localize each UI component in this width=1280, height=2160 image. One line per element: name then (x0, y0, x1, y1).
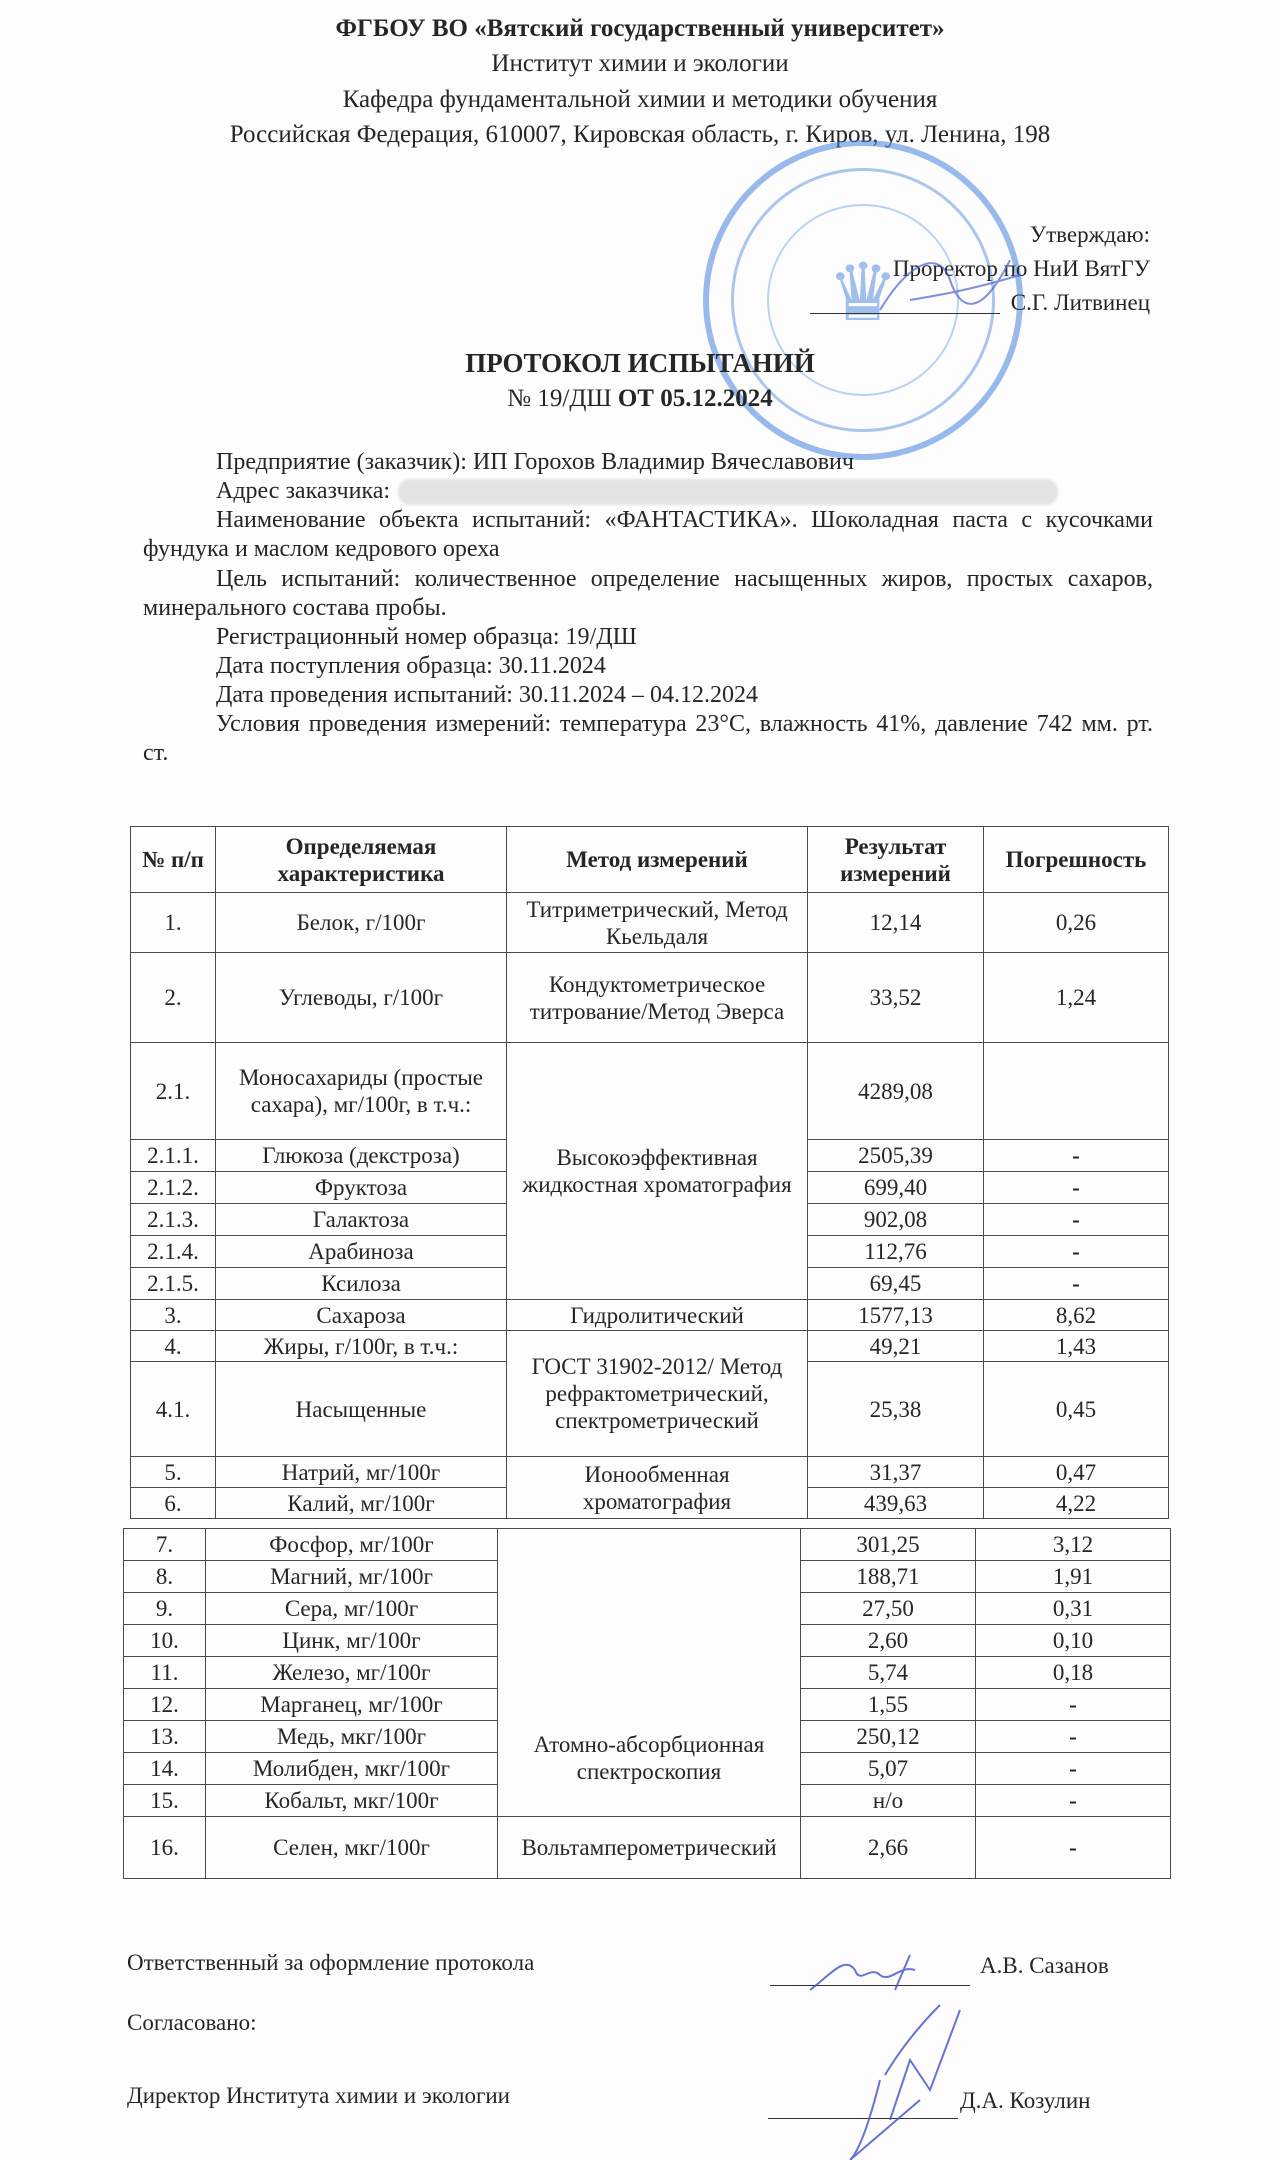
table-row (124, 1529, 1171, 1561)
row-result: 2,60 (801, 1625, 976, 1657)
row-result: 439,63 (808, 1488, 984, 1519)
info-address (143, 477, 1153, 506)
row-error: - (984, 1268, 1169, 1300)
row-result: н/о (801, 1785, 976, 1817)
director-label: Директор Института химии и экологии (127, 2083, 510, 2108)
agreed-label: Согласовано: (127, 2010, 257, 2035)
row-number: 3. (131, 1300, 216, 1331)
results-table-continued (123, 1528, 1171, 1879)
row-characteristic: Медь, мкг/100г (206, 1721, 498, 1753)
row-error: 0,45 (984, 1362, 1169, 1457)
row-error: 0,31 (976, 1593, 1171, 1625)
row-number: 9. (124, 1593, 206, 1625)
row-characteristic: Магний, мг/100г (206, 1561, 498, 1593)
row-result: 1577,13 (808, 1300, 984, 1331)
row-error (984, 1043, 1169, 1140)
row-error: - (976, 1689, 1171, 1721)
institute-name: Институт химии и экологии (491, 50, 789, 77)
approval-name: С.Г. Литвинец (1010, 290, 1150, 315)
row-characteristic: Жиры, г/100г, в т.ч.: (216, 1331, 507, 1362)
col-header-result: Результат измерений (808, 827, 984, 893)
row-characteristic: Селен, мкг/100г (206, 1817, 498, 1879)
row-number: 13. (124, 1721, 206, 1753)
info-customer: Предприятие (заказчик): ИП Горохов Владимир Вячеславович (216, 449, 854, 475)
results-table (130, 826, 1169, 1519)
row-characteristic: Цинк, мг/100г (206, 1625, 498, 1657)
approval-label: Утверждаю: (1029, 222, 1150, 247)
row-characteristic: Фосфор, мг/100г (206, 1529, 498, 1561)
col-header-error: Погрешность (984, 827, 1169, 893)
row-error: - (984, 1172, 1169, 1204)
row-characteristic: Калий, мг/100г (216, 1488, 507, 1519)
row-result: 25,38 (808, 1362, 984, 1457)
row-number: 2. (131, 953, 216, 1043)
row-number: 8. (124, 1561, 206, 1593)
row-method: ГОСТ 31902-2012/ Метод рефрактометрический, спектрометрический (507, 1331, 808, 1457)
row-result: 49,21 (808, 1331, 984, 1362)
row-result: 27,50 (801, 1593, 976, 1625)
row-method: Вольтамперометрический (498, 1817, 801, 1879)
row-error: - (976, 1785, 1171, 1817)
coat-of-arms-icon: ♛ (827, 250, 899, 338)
row-characteristic: Железо, мг/100г (206, 1657, 498, 1689)
row-characteristic: Натрий, мг/100г (216, 1457, 507, 1488)
table-row (131, 1043, 1169, 1140)
row-characteristic: Арабиноза (216, 1236, 507, 1268)
row-error: - (984, 1140, 1169, 1172)
info-object: Наименование объекта испытаний: «ФАНТАСТИКА». Шоколадная паста с кусочками фундука и маслом кедрового ореха (143, 507, 1153, 562)
responsible-signature-icon (800, 1945, 960, 2005)
table-row (124, 1817, 1171, 1879)
row-error: - (976, 1721, 1171, 1753)
redacted-address (398, 479, 1058, 505)
info-address-label: Адрес заказчика: (216, 478, 391, 504)
row-result: 69,45 (808, 1268, 984, 1300)
row-method: Титриметрический, Метод Кьельдаля (507, 893, 808, 953)
protocol-number (0, 385, 1280, 413)
row-number: 11. (124, 1657, 206, 1689)
row-error: 0,18 (976, 1657, 1171, 1689)
info-reg-number: Регистрационный номер образца: 19/ДШ (216, 624, 637, 650)
row-number: 2.1. (131, 1043, 216, 1140)
row-error: - (976, 1753, 1171, 1785)
col-header-characteristic: Определяемая характеристика (216, 827, 507, 893)
col-header-method: Метод измерений (507, 827, 808, 893)
protocol-title: ПРОТОКОЛ ИСПЫТАНИЙ (465, 348, 815, 378)
col-header-number: № п/п (131, 827, 216, 893)
row-method: Гидролитический (507, 1300, 808, 1331)
table-row (131, 893, 1169, 953)
row-result: 2505,39 (808, 1140, 984, 1172)
table-row (131, 1457, 1169, 1488)
row-number: 2.1.4. (131, 1236, 216, 1268)
row-characteristic: Марганец, мг/100г (206, 1689, 498, 1721)
row-result: 250,12 (801, 1721, 976, 1753)
table-header-row (131, 827, 1169, 893)
row-characteristic: Ксилоза (216, 1268, 507, 1300)
row-characteristic: Сера, мг/100г (206, 1593, 498, 1625)
row-result: 188,71 (801, 1561, 976, 1593)
row-characteristic: Сахароза (216, 1300, 507, 1331)
row-number: 2.1.1. (131, 1140, 216, 1172)
row-result: 12,14 (808, 893, 984, 953)
row-error: 0,10 (976, 1625, 1171, 1657)
row-characteristic: Белок, г/100г (216, 893, 507, 953)
table-row (131, 1331, 1169, 1362)
row-result: 2,66 (801, 1817, 976, 1879)
row-error: 3,12 (976, 1529, 1171, 1561)
row-characteristic: Глюкоза (декстроза) (216, 1140, 507, 1172)
org-address: Российская Федерация, 610007, Кировская область, г. Киров, ул. Ленина, 198 (229, 121, 1051, 148)
row-error: 4,22 (984, 1488, 1169, 1519)
info-test-dates: Дата проведения испытаний: 30.11.2024 – 04.12.2024 (216, 682, 759, 708)
row-characteristic: Кобальт, мкг/100г (206, 1785, 498, 1817)
row-method: Кондуктометрическое титрование/Метод Эверса (507, 953, 808, 1043)
info-goal: Цель испытаний: количественное определение насыщенных жиров, простых сахаров, минерального состава пробы. (143, 566, 1153, 621)
org-name: ФГБОУ ВО «Вятский государственный университет» (335, 15, 945, 42)
row-error: 1,24 (984, 953, 1169, 1043)
row-error: 1,91 (976, 1561, 1171, 1593)
row-method: Высокоэффективная жидкостная хроматография (507, 1043, 808, 1300)
row-result: 301,25 (801, 1529, 976, 1561)
protocol-number-prefix: № 19/ДШ (507, 385, 612, 412)
responsible-name: А.В. Сазанов (980, 1953, 1109, 1978)
row-result: 1,55 (801, 1689, 976, 1721)
row-number: 1. (131, 893, 216, 953)
row-result: 4289,08 (808, 1043, 984, 1140)
department-name: Кафедра фундаментальной химии и методики обучения (342, 86, 938, 113)
row-characteristic: Молибден, мкг/100г (206, 1753, 498, 1785)
info-received: Дата поступления образца: 30.11.2024 (216, 653, 606, 679)
row-number: 7. (124, 1529, 206, 1561)
row-characteristic: Галактоза (216, 1204, 507, 1236)
row-characteristic: Насыщенные (216, 1362, 507, 1457)
row-error: 1,43 (984, 1331, 1169, 1362)
row-characteristic: Фруктоза (216, 1172, 507, 1204)
row-error: 0,47 (984, 1457, 1169, 1488)
row-number: 16. (124, 1817, 206, 1879)
row-result: 5,07 (801, 1753, 976, 1785)
row-error: - (984, 1236, 1169, 1268)
row-number: 15. (124, 1785, 206, 1817)
row-characteristic: Моносахариды (простые сахара), мг/100г, в т.ч.: (216, 1043, 507, 1140)
row-error: - (976, 1817, 1171, 1879)
protocol-date: ОТ 05.12.2024 (617, 385, 773, 412)
row-number: 4. (131, 1331, 216, 1362)
row-result: 699,40 (808, 1172, 984, 1204)
responsible-label: Ответственный за оформление протокола (127, 1950, 535, 1975)
row-result: 902,08 (808, 1204, 984, 1236)
info-conditions: Условия проведения измерений: температура 23°С, влажность 41%, давление 742 мм. рт. ст. (143, 711, 1153, 766)
director-name: Д.А. Козулин (960, 2088, 1091, 2113)
approval-position: Проректор по НиИ ВятГУ (892, 256, 1150, 281)
row-number: 12. (124, 1689, 206, 1721)
row-number: 6. (131, 1488, 216, 1519)
table-row (131, 953, 1169, 1043)
row-result: 5,74 (801, 1657, 976, 1689)
row-method: Атомно-абсорбционная спектроскопия (498, 1529, 801, 1817)
row-number: 2.1.5. (131, 1268, 216, 1300)
table-row (131, 1300, 1169, 1331)
row-number: 2.1.3. (131, 1204, 216, 1236)
row-number: 10. (124, 1625, 206, 1657)
row-result: 112,76 (808, 1236, 984, 1268)
row-number: 2.1.2. (131, 1172, 216, 1204)
director-signature-icon (790, 2000, 1010, 2160)
row-number: 14. (124, 1753, 206, 1785)
row-number: 4.1. (131, 1362, 216, 1457)
row-result: 33,52 (808, 953, 984, 1043)
row-error: 0,26 (984, 893, 1169, 953)
row-number: 5. (131, 1457, 216, 1488)
row-result: 31,37 (808, 1457, 984, 1488)
row-error: - (984, 1204, 1169, 1236)
row-method: Ионообменная хроматография (507, 1457, 808, 1519)
row-error: 8,62 (984, 1300, 1169, 1331)
approval-signature-icon (870, 240, 1030, 330)
row-characteristic: Углеводы, г/100г (216, 953, 507, 1043)
